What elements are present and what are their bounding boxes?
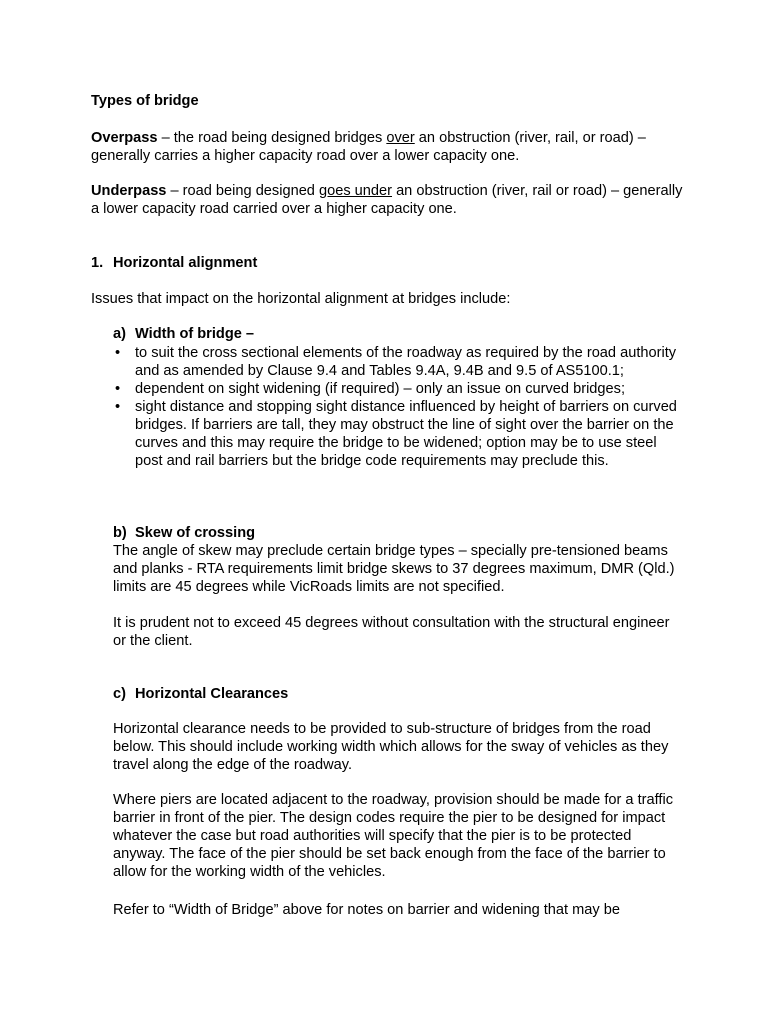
list-item-text: dependent on sight widening (if required) – only an issue on curved bridges;	[135, 381, 626, 397]
overpass-term: Overpass	[91, 130, 158, 146]
list-item-text: to suit the cross sectional elements of the roadway as required by the road authority and as amended by Clause 9.4 and Tables 9.4A, 9.4B and 9.5 of AS5100.1;	[135, 345, 677, 379]
bullet-icon: •	[115, 381, 121, 397]
overpass-definition	[91, 129, 691, 165]
skew-paragraph: The angle of skew may preclude certain bridge types – specially pre-tensioned beams and planks - RTA requirements limit bridge skews to 37 degrees maximum, DMR (Qld.) limits are 45 degrees while VicRoads limits are not specified.	[113, 543, 675, 595]
overpass-emphasis: over	[386, 130, 415, 146]
underpass-definition	[91, 182, 691, 218]
subheading-width-of-bridge	[113, 325, 254, 343]
list-item	[113, 398, 678, 470]
list-item	[113, 380, 678, 398]
underpass-text-pre: – road being designed	[166, 183, 319, 199]
list-item-text: sight distance and stopping sight distance influenced by height of barriers on curved bridges. If barriers are tall, they may obstruct the line of sight over the barrier on the curves and this may require the bridge to be widened; option may be to use steel post and rail barriers but the bridge code requirements may preclude this.	[135, 399, 677, 469]
list-item	[113, 344, 678, 380]
overpass-text-post: an obstruction (river, rail, or road) – generally carries a higher capacity road over a lower capacity one.	[91, 130, 646, 164]
subheading-label-b: b)	[113, 525, 127, 541]
subheading-title-b: Skew of crossing	[135, 525, 256, 541]
subheading-title-c: Horizontal Clearances	[135, 686, 289, 702]
bullet-icon: •	[115, 345, 121, 361]
section-intro: Issues that impact on the horizontal alignment at bridges include:	[91, 291, 511, 307]
clearance-paragraph-1: Horizontal clearance needs to be provided to sub-structure of bridges from the road below. This should include working width which allows for the sway of vehicles as they travel along the edge of the roadway.	[113, 721, 669, 773]
subheading-title-a: Width of bridge –	[135, 326, 255, 342]
section-title: Horizontal alignment	[113, 255, 258, 271]
subheading-horizontal-clearances	[113, 685, 288, 703]
underpass-emphasis: goes under	[318, 183, 393, 199]
underpass-term: Underpass	[91, 183, 167, 199]
section-heading-horizontal-alignment	[91, 254, 257, 272]
refer-paragraph: Refer to “Width of Bridge” above for notes on barrier and widening that may be	[113, 902, 620, 918]
underpass-text-post: an obstruction (river, rail or road) – generally a lower capacity road carried over a higher capacity one.	[91, 183, 683, 217]
section-number: 1.	[91, 255, 104, 271]
document-title: Types of bridge	[91, 93, 199, 109]
overpass-text-pre: – the road being designed bridges	[157, 130, 387, 146]
width-of-bridge-bullets	[113, 344, 678, 470]
subheading-label-c: c)	[113, 686, 126, 702]
subheading-skew-of-crossing	[113, 524, 255, 542]
subheading-label-a: a)	[113, 326, 126, 342]
bullet-icon: •	[115, 399, 121, 415]
clearance-paragraph-2: Where piers are located adjacent to the roadway, provision should be made for a traffic barrier in front of the pier. The design codes require the pier to be designed for impact whatever the case but road authorities will specify that the pier is to be protected anyway. The face of the pier should be set back enough from the face of the barrier to allow for the working width of the vehicles.	[113, 792, 674, 880]
prudent-paragraph: It is prudent not to exceed 45 degrees without consultation with the structural engineer or the client.	[113, 615, 670, 649]
